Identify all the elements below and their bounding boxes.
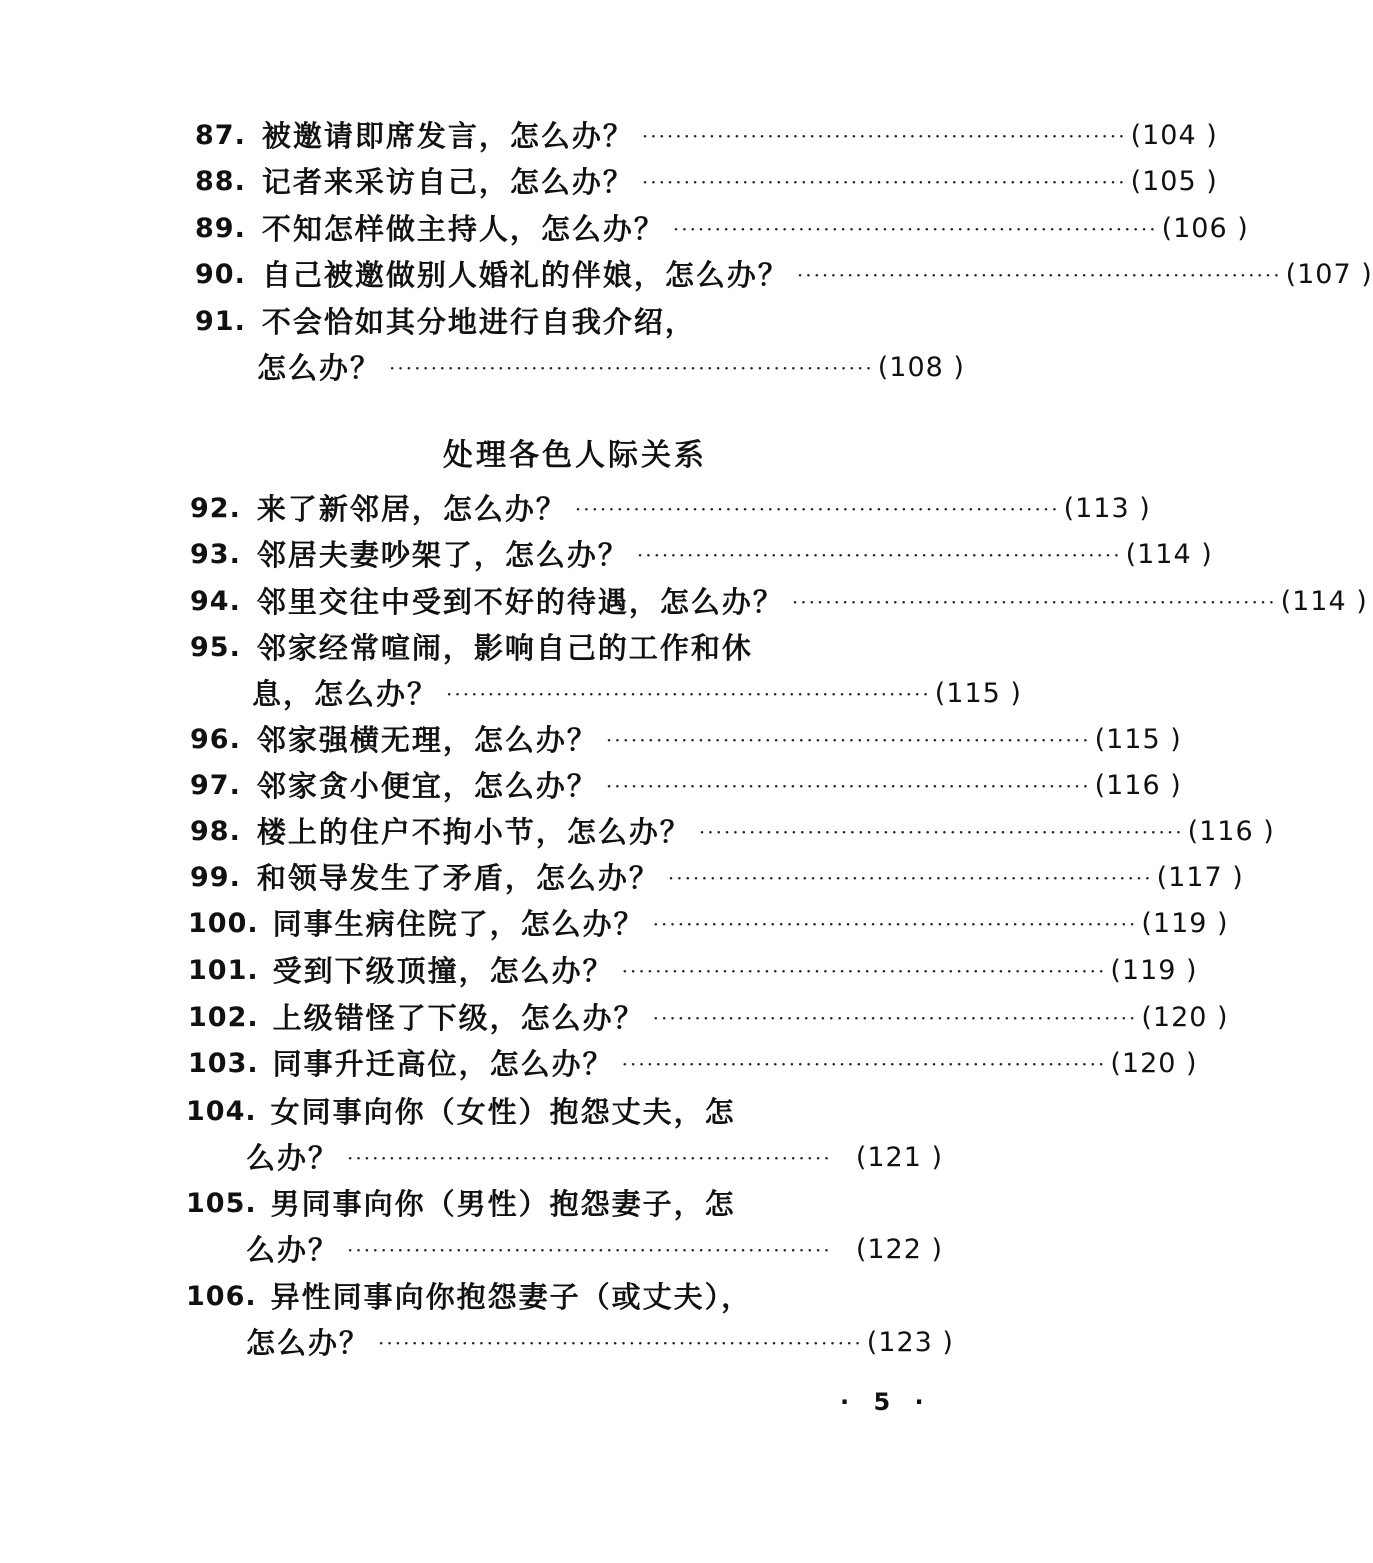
leader-dots: ·························································· <box>621 959 1107 983</box>
entry-title: 被邀请即席发言，怎么办？ <box>261 119 634 153</box>
leader-dots: ·························································· <box>796 263 1282 287</box>
entry-number: 98. <box>190 816 241 847</box>
entry-page: (116 ) <box>1094 770 1182 801</box>
toc-entry-91-continued <box>257 348 965 388</box>
entry-page: (104 ) <box>1130 120 1218 151</box>
leader-dots: ·························································· <box>652 1006 1138 1030</box>
entry-number: 96. <box>190 724 241 755</box>
entry-title: 邻家经常喧闹，影响自己的工作和休 <box>256 631 753 665</box>
entry-page: (122 ) <box>855 1234 943 1265</box>
toc-entry-88 <box>195 162 1218 202</box>
entry-number: 102. <box>188 1002 259 1033</box>
toc-entry-105 <box>186 1184 953 1224</box>
entry-page: (116 ) <box>1187 816 1275 847</box>
entry-number: 106. <box>186 1281 257 1312</box>
section-heading: 处理各色人际关系 <box>443 438 707 473</box>
entry-number: 100. <box>188 908 259 939</box>
entry-page: (119 ) <box>1141 908 1229 939</box>
entry-page: (120 ) <box>1141 1002 1229 1033</box>
entry-title: 楼上的住户不拘小节，怎么办？ <box>256 815 691 849</box>
entry-page: (115 ) <box>934 678 1022 709</box>
leader-dots: ·························································· <box>605 774 1091 798</box>
toc-entry-106-continued <box>246 1323 954 1363</box>
leader-dots: ·························································· <box>652 912 1138 936</box>
toc-entry-95 <box>190 628 953 668</box>
entry-number: 90. <box>195 259 246 290</box>
leader-dots: ·························································· <box>641 124 1127 148</box>
entry-page: (119 ) <box>1110 955 1198 986</box>
entry-title: 不知怎样做主持人，怎么办？ <box>261 212 665 246</box>
toc-entry-100 <box>188 904 1229 944</box>
toc-entry-98 <box>190 812 1275 852</box>
entry-title: 邻家强横无理，怎么办？ <box>256 723 598 757</box>
leader-dots: ·························································· <box>389 356 874 380</box>
toc-entry-93 <box>190 535 1213 575</box>
entry-page: (123 ) <box>866 1327 954 1358</box>
entry-number: 91. <box>195 306 246 337</box>
entry-title: 同事生病住院了，怎么办？ <box>272 907 645 941</box>
entry-page: (114 ) <box>1280 586 1368 617</box>
toc-entry-101 <box>188 951 1198 991</box>
entry-page: (108 ) <box>877 352 965 383</box>
entry-title-continued: 怎么办？ <box>257 351 382 385</box>
entry-page: (105 ) <box>1130 166 1218 197</box>
toc-entry-95-continued <box>252 674 1022 714</box>
toc-entry-87 <box>195 116 1218 156</box>
entry-page: (117 ) <box>1156 862 1244 893</box>
entry-page: (113 ) <box>1063 493 1151 524</box>
entry-title: 男同事向你（男性）抱怨妻子，怎 <box>270 1187 736 1221</box>
toc-entry-106 <box>186 1277 953 1317</box>
entry-number: 104. <box>186 1096 257 1127</box>
toc-entry-102 <box>188 998 1229 1038</box>
leader-dots: ·························································· <box>347 1238 832 1262</box>
entry-page: (120 ) <box>1110 1048 1198 1079</box>
entry-title: 上级错怪了下级，怎么办？ <box>272 1001 645 1035</box>
entry-number: 105. <box>186 1188 257 1219</box>
leader-dots: ·························································· <box>641 170 1127 194</box>
entry-page: (107 ) <box>1285 259 1373 290</box>
entry-title: 邻居夫妻吵架了，怎么办？ <box>256 538 629 572</box>
entry-page: (121 ) <box>855 1142 943 1173</box>
entry-number: 101. <box>188 955 259 986</box>
page-number: · 5 · <box>840 1388 932 1416</box>
leader-dots: ·························································· <box>574 497 1060 521</box>
entry-page: (106 ) <box>1161 213 1249 244</box>
leader-dots: ·························································· <box>672 217 1158 241</box>
entry-number: 89. <box>195 213 246 244</box>
entry-title-continued: 么办？ <box>246 1233 340 1267</box>
entry-title: 不会恰如其分地进行自我介绍， <box>261 305 696 339</box>
entry-number: 88. <box>195 166 246 197</box>
entry-number: 97. <box>190 770 241 801</box>
toc-entry-104 <box>186 1092 953 1132</box>
entry-title: 来了新邻居，怎么办？ <box>256 492 567 526</box>
entry-title-continued: 么办？ <box>246 1141 340 1175</box>
entry-title: 记者来采访自己，怎么办？ <box>261 165 634 199</box>
entry-number: 99. <box>190 862 241 893</box>
leader-dots: ·························································· <box>605 728 1091 752</box>
leader-dots: ·························································· <box>446 682 931 706</box>
toc-entry-89 <box>195 209 1249 249</box>
entry-title: 受到下级顶撞，怎么办？ <box>272 954 614 988</box>
toc-entry-99 <box>190 858 1244 898</box>
entry-page: (114 ) <box>1125 539 1213 570</box>
leader-dots: ·························································· <box>621 1052 1107 1076</box>
entry-title: 自己被邀做别人婚礼的伴娘，怎么办？ <box>261 258 789 292</box>
toc-entry-90 <box>195 255 1373 295</box>
leader-dots: ·························································· <box>347 1146 832 1170</box>
entry-title: 异性同事向你抱怨妻子（或丈夫）， <box>270 1280 753 1314</box>
entry-number: 95. <box>190 632 241 663</box>
entry-title: 邻家贪小便宜，怎么办？ <box>256 769 598 803</box>
entry-number: 92. <box>190 493 241 524</box>
toc-entry-94 <box>190 582 1368 622</box>
leader-dots: ·························································· <box>667 866 1153 890</box>
entry-number: 93. <box>190 539 241 570</box>
toc-entry-104-continued <box>246 1138 943 1178</box>
toc-entry-91 <box>195 302 955 342</box>
toc-entry-97 <box>190 766 1182 806</box>
toc-entry-92 <box>190 489 1151 529</box>
entry-title: 同事升迁高位，怎么办？ <box>272 1047 614 1081</box>
entry-number: 103. <box>188 1048 259 1079</box>
entry-title-continued: 怎么办？ <box>246 1326 371 1360</box>
entry-title-continued: 息，怎么办？ <box>252 677 439 711</box>
entry-number: 87. <box>195 120 246 151</box>
entry-title: 邻里交往中受到不好的待遇，怎么办？ <box>256 585 784 619</box>
entry-number: 94. <box>190 586 241 617</box>
entry-title: 女同事向你（女性）抱怨丈夫，怎 <box>270 1095 736 1129</box>
leader-dots: ·························································· <box>378 1331 863 1355</box>
leader-dots: ·························································· <box>698 820 1184 844</box>
toc-entry-96 <box>190 720 1182 760</box>
entry-title: 和领导发生了矛盾，怎么办？ <box>256 861 660 895</box>
leader-dots: ·························································· <box>791 590 1277 614</box>
leader-dots: ·························································· <box>636 543 1122 567</box>
entry-page: (115 ) <box>1094 724 1182 755</box>
toc-entry-105-continued <box>246 1230 943 1270</box>
toc-entry-103 <box>188 1044 1198 1084</box>
